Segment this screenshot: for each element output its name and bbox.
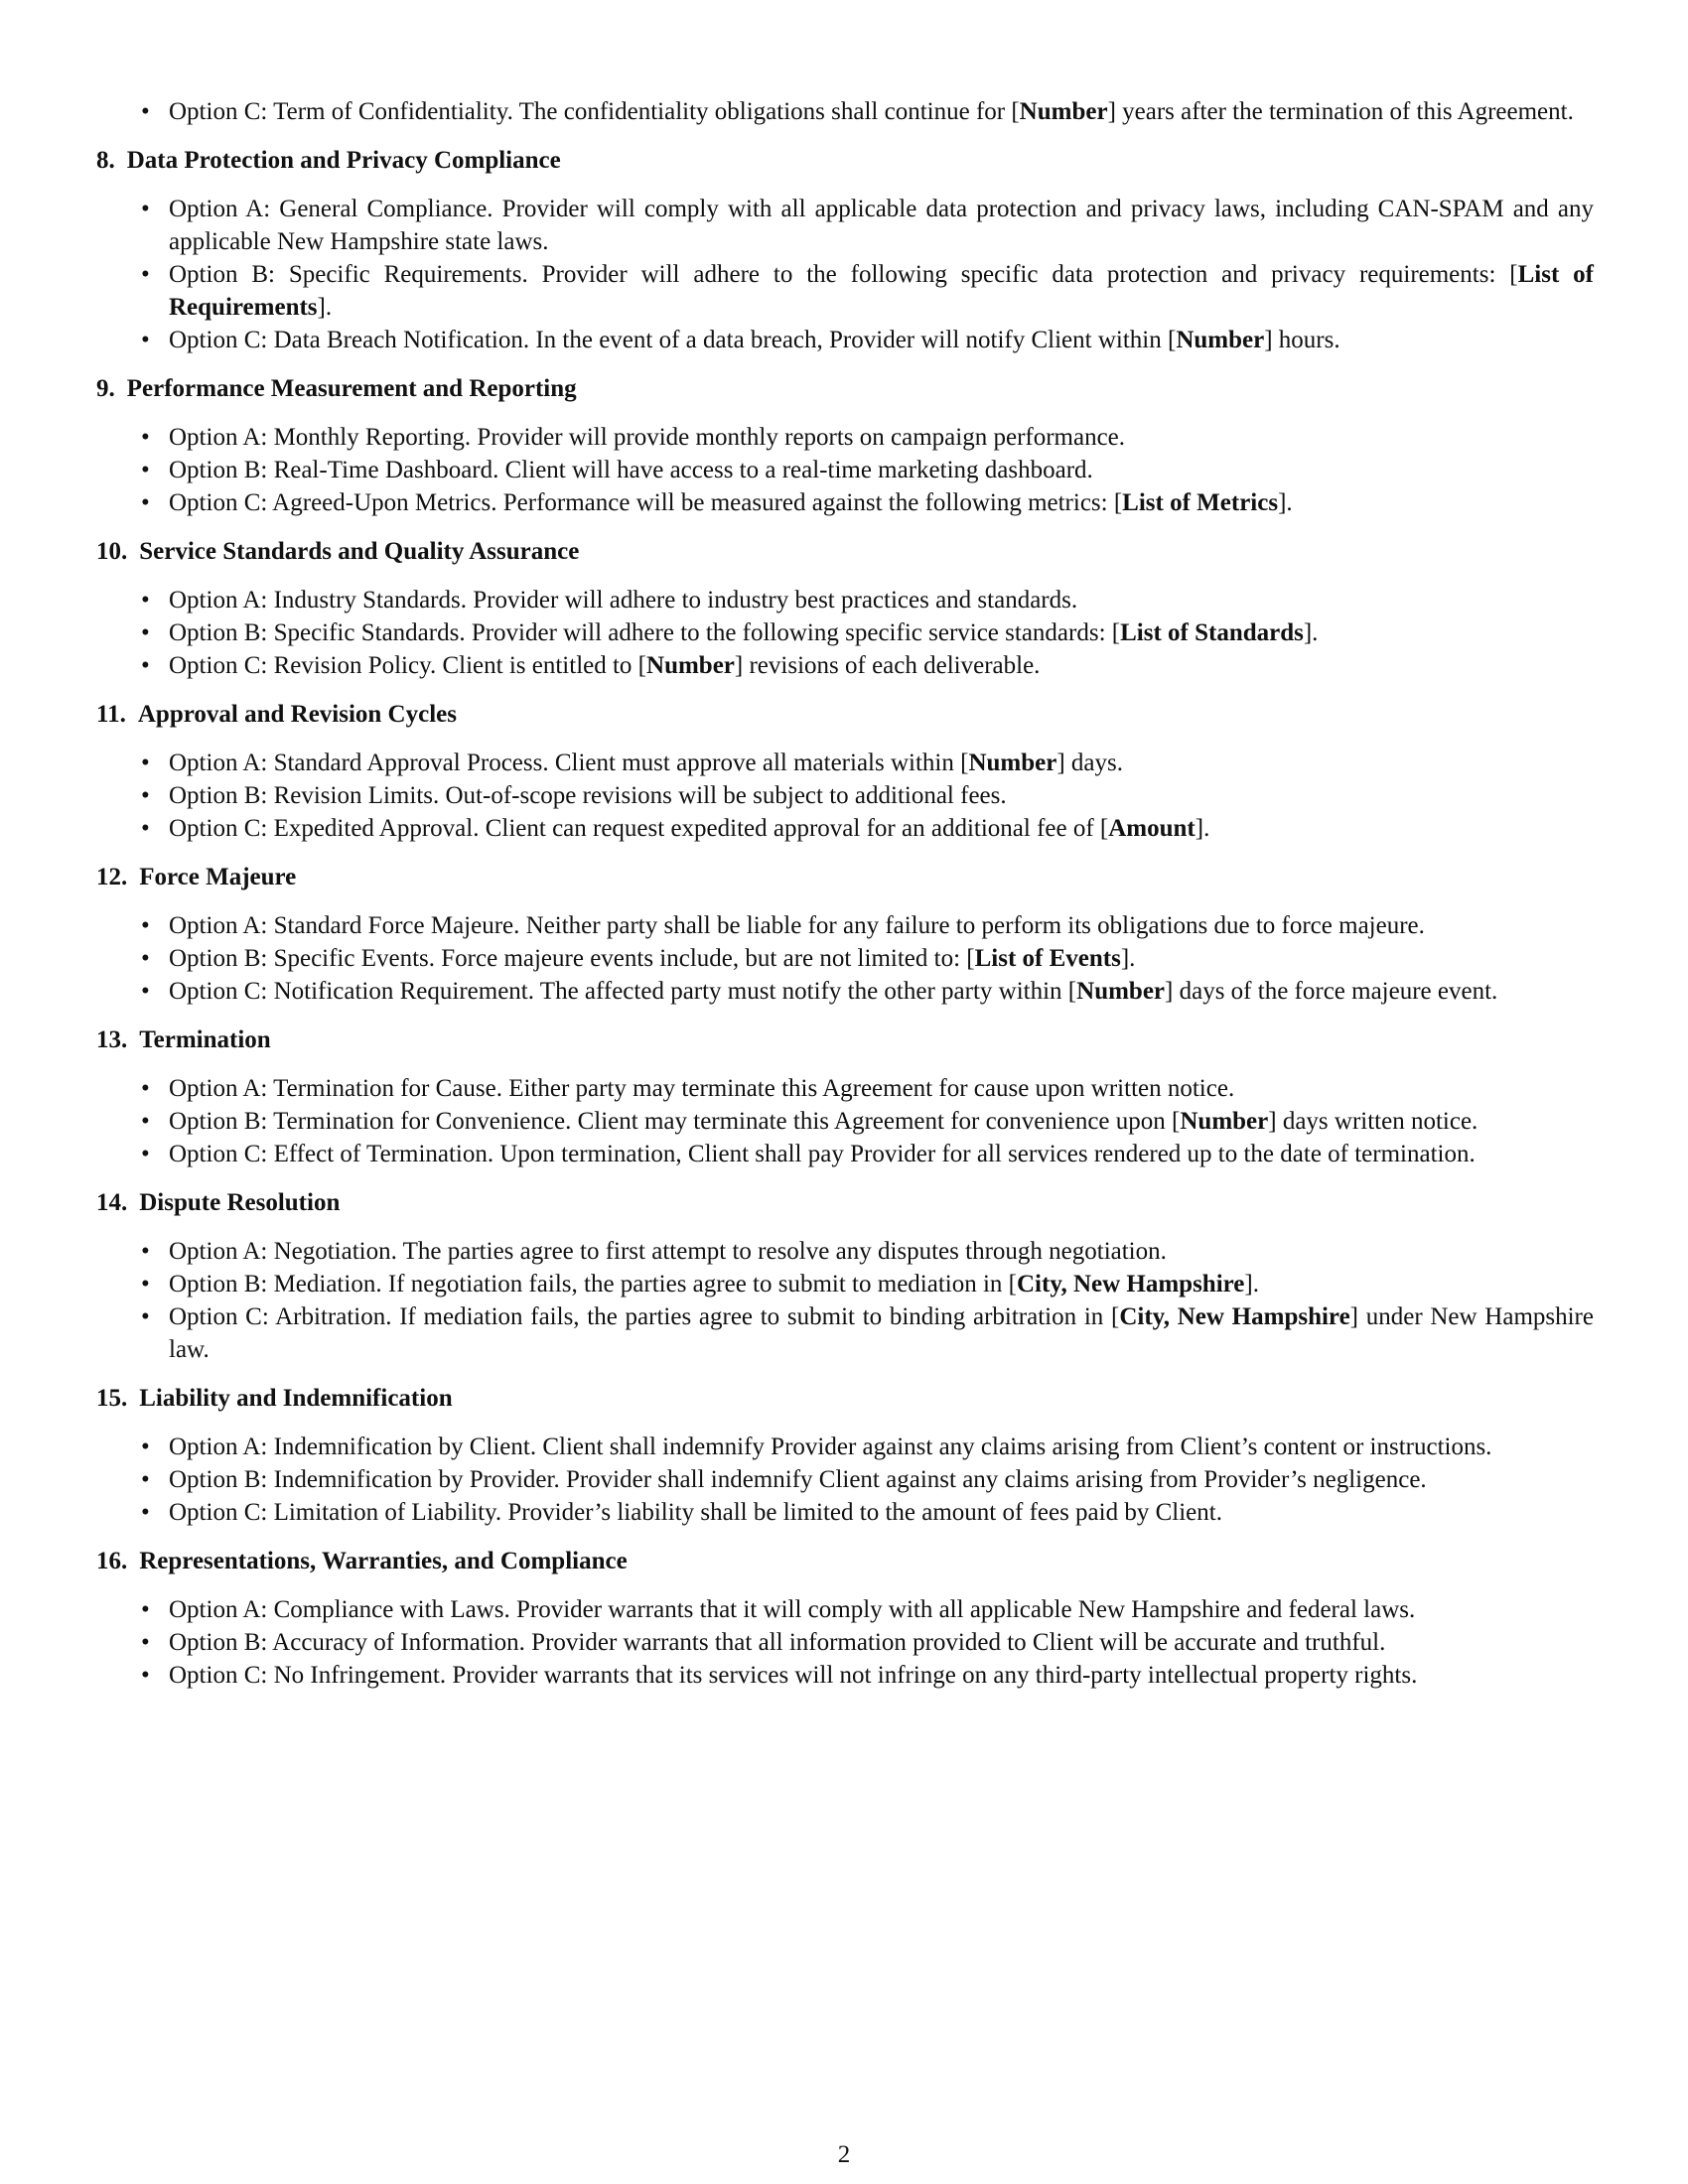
placeholder-field: Number: [646, 652, 735, 679]
option-text: Option B: Specific Events. Force majeure events include, but are not limited to: [: [169, 945, 975, 972]
section-heading: [96, 861, 1594, 893]
section-title: Service Standards and Quality Assurance: [139, 538, 580, 565]
option-text: Option C: Expedited Approval. Client can request expedited approval for an additional fee of [: [169, 815, 1109, 842]
option-item: [96, 95, 1594, 128]
section: [96, 1186, 1594, 1366]
option-text: Option C: Agreed-Upon Metrics. Performance will be measured against the following metrics: [: [169, 489, 1123, 516]
section: [96, 1382, 1594, 1529]
placeholder-field: List of Standards: [1120, 619, 1304, 646]
option-text: ].: [1244, 1271, 1259, 1297]
option-item: [96, 747, 1594, 779]
option-item: [96, 1593, 1594, 1626]
option-text: Option B: Indemnification by Provider. Provider shall indemnify Client against any claims arising from Provider’s negligence.: [169, 1466, 1427, 1493]
option-text: ] days of the force majeure event.: [1165, 978, 1498, 1005]
option-text: Option B: Real-Time Dashboard. Client will have access to a real-time marketing dashboard.: [169, 457, 1093, 483]
option-list: [96, 1072, 1594, 1170]
option-item: [96, 779, 1594, 812]
option-list: [96, 1593, 1594, 1692]
option-item: [96, 421, 1594, 454]
section-heading: [96, 1382, 1594, 1415]
sections-container: [96, 144, 1594, 1692]
option-text: ].: [1195, 815, 1210, 842]
option-text: Option B: Accuracy of Information. Provider warrants that all information provided to Client will be accurate and truthful.: [169, 1629, 1386, 1656]
option-item: [96, 324, 1594, 356]
option-item: [96, 1268, 1594, 1300]
option-item: [96, 454, 1594, 486]
option-item: [96, 1431, 1594, 1463]
placeholder-field: Number: [1180, 1108, 1269, 1135]
section: [96, 535, 1594, 682]
option-text: ].: [1278, 489, 1293, 516]
section-number: 11.: [96, 701, 126, 728]
option-text: Option C: Arbitration. If mediation fails, the parties agree to submit to binding arbitration in [: [169, 1303, 1120, 1330]
option-list: [96, 193, 1594, 356]
section-title: Dispute Resolution: [139, 1189, 341, 1216]
option-text: Option C: Limitation of Liability. Provider’s liability shall be limited to the amount of fees paid by Client.: [169, 1499, 1222, 1526]
option-text: Option C: No Infringement. Provider warrants that its services will not infringe on any third-party intellectual property rights.: [169, 1662, 1418, 1689]
section: [96, 1545, 1594, 1692]
placeholder-field: City, New Hampshire: [1017, 1271, 1245, 1297]
option-text: Option A: Standard Approval Process. Client must approve all materials within [: [169, 750, 969, 776]
option-item: [96, 1105, 1594, 1138]
option-text: Option C: Notification Requirement. The affected party must notify the other party within [: [169, 978, 1077, 1005]
option-text: Option A: Standard Force Majeure. Neither party shall be liable for any failure to perform its obligations due to force majeure.: [169, 912, 1425, 939]
option-item: [96, 1496, 1594, 1529]
option-item: [96, 649, 1594, 682]
placeholder-field: List of Requirements: [169, 261, 1595, 321]
section-heading: [96, 144, 1594, 177]
placeholder-field: City, New Hampshire: [1119, 1303, 1350, 1330]
option-text: ] years after the termination of this Agreement.: [1107, 98, 1574, 125]
option-item: [96, 942, 1594, 975]
option-text: ] days written notice.: [1268, 1108, 1478, 1135]
option-text: Option B: Specific Requirements. Provider will adhere to the following specific data protection and privacy requirements: [: [169, 261, 1518, 288]
option-item: [96, 975, 1594, 1008]
placeholder-field: Number: [1076, 978, 1166, 1005]
option-text: Option C: Revision Policy. Client is entitled to [: [169, 652, 647, 679]
option-list: [96, 909, 1594, 1008]
section-heading: [96, 1186, 1594, 1219]
option-item: [96, 193, 1594, 258]
option-list: [96, 747, 1594, 845]
option-text: ] hours.: [1264, 327, 1340, 353]
option-item: [96, 1138, 1594, 1170]
placeholder-field: Amount: [1108, 815, 1196, 842]
placeholder-field: Number: [1176, 327, 1265, 353]
option-item: [96, 1300, 1594, 1366]
section-number: 13.: [96, 1026, 128, 1053]
option-text: ].: [1120, 945, 1136, 972]
option-item: [96, 909, 1594, 942]
option-item: [96, 584, 1594, 616]
section-title: Data Protection and Privacy Compliance: [126, 147, 561, 174]
section-title: Termination: [139, 1026, 271, 1053]
option-item: [96, 1659, 1594, 1692]
option-list: [96, 584, 1594, 682]
section-number: 9.: [96, 375, 115, 402]
option-item: [96, 258, 1594, 324]
option-text: Option A: General Compliance. Provider will comply with all applicable data protection and privacy laws, including CAN-SPAM and any applicable New Hampshire state laws.: [169, 196, 1594, 255]
option-text: ] days.: [1056, 750, 1123, 776]
placeholder-field: List of Metrics: [1122, 489, 1279, 516]
option-text: Option B: Specific Standards. Provider will adhere to the following specific service standards: [: [169, 619, 1121, 646]
section-heading: [96, 372, 1594, 405]
option-item: [96, 812, 1594, 845]
section: [96, 698, 1594, 845]
section: [96, 1024, 1594, 1170]
page-number: 2: [837, 2141, 851, 2168]
option-text: Option A: Industry Standards. Provider will adhere to industry best practices and standards.: [169, 587, 1078, 614]
section-number: 12.: [96, 864, 128, 890]
option-text: ] under New Hampshire law.: [169, 1303, 1594, 1363]
option-item: [96, 1463, 1594, 1496]
section-title: Representations, Warranties, and Compliance: [139, 1548, 628, 1574]
document-page: [96, 95, 1594, 1692]
option-text: Option A: Compliance with Laws. Provider warrants that it will comply with all applicable New Hampshire and federal laws.: [169, 1596, 1416, 1623]
placeholder-field: List of Events: [974, 945, 1121, 972]
section: [96, 372, 1594, 519]
option-item: [96, 616, 1594, 649]
section: [96, 144, 1594, 356]
option-text: Option A: Negotiation. The parties agree to first attempt to resolve any disputes through negotiation.: [169, 1238, 1167, 1265]
option-text: Option B: Revision Limits. Out-of-scope revisions will be subject to additional fees.: [169, 782, 1007, 809]
option-list: [96, 1235, 1594, 1366]
section-number: 15.: [96, 1385, 128, 1412]
option-text: Option C: Data Breach Notification. In the event of a data breach, Provider will notify Client within [: [169, 327, 1177, 353]
option-item: [96, 1235, 1594, 1268]
continued-option-list: [96, 95, 1594, 128]
section-heading: [96, 1024, 1594, 1056]
section-number: 8.: [96, 147, 115, 174]
section-heading: [96, 535, 1594, 568]
option-item: [96, 486, 1594, 519]
section-heading: [96, 1545, 1594, 1577]
option-text: Option A: Termination for Cause. Either party may terminate this Agreement for cause upon written notice.: [169, 1075, 1235, 1102]
section-number: 14.: [96, 1189, 128, 1216]
placeholder-field: Number: [968, 750, 1057, 776]
section-heading: [96, 698, 1594, 731]
option-text: Option B: Termination for Convenience. Client may terminate this Agreement for convenience upon [: [169, 1108, 1181, 1135]
option-text: Option B: Mediation. If negotiation fails, the parties agree to submit to mediation in [: [169, 1271, 1017, 1297]
option-item: [96, 1072, 1594, 1105]
section-number: 16.: [96, 1548, 128, 1574]
section-number: 10.: [96, 538, 128, 565]
section-title: Force Majeure: [139, 864, 297, 890]
option-text: ].: [1303, 619, 1319, 646]
section-title: Approval and Revision Cycles: [137, 701, 457, 728]
section: [96, 861, 1594, 1008]
section-title: Performance Measurement and Reporting: [126, 375, 577, 402]
option-text: Option C: Effect of Termination. Upon termination, Client shall pay Provider for all services rendered up to the date of termination.: [169, 1141, 1476, 1167]
option-text: Option A: Indemnification by Client. Client shall indemnify Provider against any claims arising from Client’s content or instructions.: [169, 1433, 1492, 1460]
option-list: [96, 1431, 1594, 1529]
option-text: ].: [317, 294, 333, 321]
option-text: Option A: Monthly Reporting. Provider will provide monthly reports on campaign performance.: [169, 424, 1126, 451]
placeholder-field: Number: [1019, 98, 1108, 125]
option-text: ] revisions of each deliverable.: [734, 652, 1041, 679]
option-text: Option C: Term of Confidentiality. The confidentiality obligations shall continue for [: [169, 98, 1020, 125]
option-list: [96, 421, 1594, 519]
option-item: [96, 1626, 1594, 1659]
section-title: Liability and Indemnification: [139, 1385, 453, 1412]
